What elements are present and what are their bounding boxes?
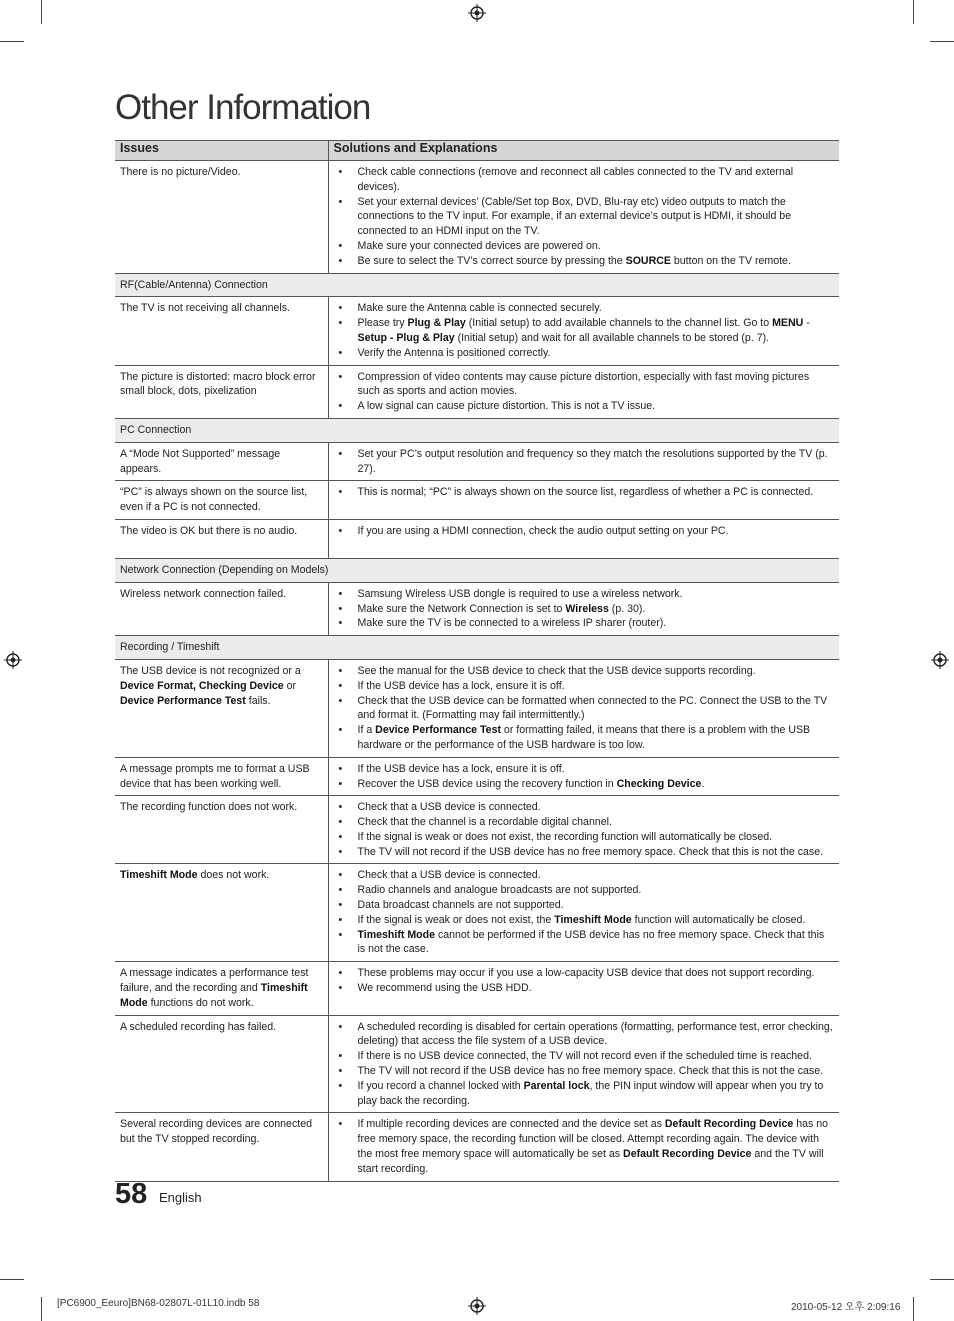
issue-cell (115, 864, 328, 962)
solution-item: • Data broadcast channels are not supported. (337, 898, 834, 913)
bold-term: Wireless (565, 602, 609, 615)
bold-term: Device Performance Test (120, 694, 246, 707)
page-language: English (159, 1190, 202, 1205)
bold-term: Default Recording Device (623, 1148, 752, 1161)
text-segment: fails. (245, 694, 271, 707)
table-row (115, 962, 839, 1015)
header-solutions: Solutions and Explanations (328, 141, 839, 161)
solution-item: • Radio channels and analogue broadcasts are not supported. (337, 883, 834, 898)
issue-cell (115, 962, 328, 1015)
bold-term: Default Recording Device (664, 1118, 794, 1131)
solution-list (337, 485, 834, 500)
bold-term: Device Performance Test (375, 724, 501, 737)
solution-item: • If there is no USB device connected, the TV will not record even if the scheduled time is reached. (337, 1049, 834, 1064)
solution-item: • Check cable connections (remove and reconnect all cables connected to the TV and external devices). (337, 165, 834, 195)
bold-term: Parental lock (523, 1079, 590, 1092)
table-row (115, 481, 839, 520)
footer-date: 2010-05-12 오후 2:09:16 (791, 1302, 901, 1313)
text-segment: or (283, 679, 297, 692)
solution-item: • If the USB device has a lock, ensure it is off. (337, 762, 834, 777)
text-segment: . (701, 777, 705, 790)
solution-item: • If the USB device has a lock, ensure it is off. (337, 679, 834, 694)
solution-item: • Set your external devices’ (Cable/Set top Box, DVD, Blu-ray etc) video outputs to match the connections to the TV input. For example, if an external device’s output is HDMI, it should be connected to an HDMI input on the TV. (337, 195, 834, 239)
page-number: 58 (115, 1178, 148, 1210)
table-row (115, 1113, 839, 1181)
solution-item: • We recommend using the USB HDD. (337, 981, 834, 996)
solution-cell (328, 864, 839, 962)
solution-item: • Verify the Antenna is positioned correctly. (337, 346, 834, 361)
solution-item (337, 777, 834, 792)
solution-list (337, 1020, 834, 1109)
bold-term: SOURCE (625, 254, 671, 267)
text-segment: , the PIN input window will appear when you try to play back the recording. (357, 1079, 824, 1107)
crop-mark (913, 1297, 914, 1321)
section-title: PC Connection (115, 418, 839, 442)
solution-cell (328, 659, 839, 757)
solution-item: • If you are using a HDMI connection, check the audio output setting on your PC. (337, 524, 834, 539)
solution-list (337, 1117, 834, 1176)
issue-cell: A message prompts me to format a USB device that has been working well. (115, 757, 328, 796)
table-row (115, 659, 839, 757)
solution-item: • This is normal; “PC” is always shown on the source list, regardless of whether a PC is connected. (337, 485, 834, 500)
solution-list (337, 165, 834, 269)
bold-term: Timeshift Mode (554, 913, 632, 926)
solution-item (337, 1079, 834, 1109)
solution-item (337, 316, 834, 346)
text-segment: If a (357, 724, 376, 737)
section-title: RF(Cable/Antenna) Connection (115, 273, 839, 297)
solution-item: • Compression of video contents may cause picture distortion, especially with fast moving pictures such as sports and action movies. (337, 370, 834, 400)
solution-item (337, 602, 834, 617)
solution-cell (328, 1015, 839, 1113)
troubleshooting-table (115, 140, 839, 1182)
issue-cell: The video is OK but there is no audio. (115, 519, 328, 558)
header-issues: Issues (115, 141, 328, 161)
text-segment: (Initial setup) and wait for all available channels to be stored (p. 7). (454, 331, 770, 344)
issue-cell: There is no picture/Video. (115, 161, 328, 274)
text-segment: If the signal is weak or does not exist, the (357, 913, 555, 926)
bold-term: MENU (772, 317, 804, 330)
registration-mark-icon (4, 651, 22, 669)
text-segment: function will automatically be closed. (631, 913, 806, 926)
text-segment: (p. 30). (608, 602, 646, 615)
text-segment: If you record a channel locked with (357, 1079, 524, 1092)
table-row (115, 519, 839, 558)
text-segment: Make sure the Network Connection is set to (357, 602, 566, 615)
table-row (115, 757, 839, 796)
text-segment: functions do not work. (147, 996, 254, 1009)
solution-cell (328, 519, 839, 558)
solution-cell (328, 757, 839, 796)
crop-mark (930, 1279, 954, 1280)
solution-cell (328, 442, 839, 481)
solution-item: • Set your PC’s output resolution and frequency so they match the resolutions supported by the TV (p. 27). (337, 447, 834, 477)
issue-cell: The TV is not receiving all channels. (115, 297, 328, 365)
solution-cell (328, 796, 839, 864)
crop-mark (41, 0, 42, 24)
table-row (115, 442, 839, 481)
issue-cell: The picture is distorted: macro block error small block, dots, pixelization (115, 365, 328, 418)
section-row (115, 418, 839, 442)
issue-cell: A “Mode Not Supported” message appears. (115, 442, 328, 481)
table-row (115, 582, 839, 635)
issue-cell: Wireless network connection failed. (115, 582, 328, 635)
section-title: Network Connection (Depending on Models) (115, 558, 839, 582)
solution-item: • A scheduled recording is disabled for certain operations (formatting, performance test, error checking, deleting) that access the file system of a USB device. (337, 1020, 834, 1050)
solution-cell (328, 161, 839, 274)
issue-cell: The recording function does not work. (115, 796, 328, 864)
solution-list (337, 587, 834, 631)
solution-item: • See the manual for the USB device to check that the USB device supports recording. (337, 664, 834, 679)
table-row (115, 161, 839, 274)
crop-mark (0, 41, 24, 42)
text-segment: - (803, 317, 810, 330)
text-segment: Please try (357, 317, 408, 330)
solution-list (337, 664, 834, 753)
text-segment: Be sure to select the TV’s correct source by pressing the (357, 254, 626, 267)
solution-item: • Make sure the TV is be connected to a wireless IP sharer (router). (337, 616, 834, 631)
solution-item (337, 254, 834, 269)
text-segment: does not work. (197, 869, 270, 882)
solution-list (337, 447, 834, 477)
solution-list (337, 301, 834, 360)
solution-item: • Samsung Wireless USB dongle is required to use a wireless network. (337, 587, 834, 602)
registration-mark-icon (468, 1297, 486, 1315)
issue-cell: A scheduled recording has failed. (115, 1015, 328, 1113)
solution-list (337, 370, 834, 414)
text-segment: A message indicates a performance test failure, and the recording and (120, 967, 309, 995)
solution-item: • Check that the USB device can be formatted when connected to the PC. Connect the USB to the TV and format it. (Formatting may fail intermittently.) (337, 694, 834, 724)
solution-item: • Check that the channel is a recordable digital channel. (337, 815, 834, 830)
text-segment: button on the TV remote. (670, 254, 791, 267)
solution-list (337, 762, 834, 792)
text-segment: Recover the USB device using the recovery function in (357, 777, 617, 790)
bold-term: Setup - Plug & Play (357, 331, 455, 344)
solution-list (337, 966, 834, 996)
crop-mark (913, 0, 914, 24)
crop-mark (41, 1297, 42, 1321)
crop-mark (0, 1279, 24, 1280)
bold-term: Timeshift Mode (120, 869, 198, 882)
text-segment: and the TV will start recording. (357, 1148, 824, 1175)
solution-item (337, 723, 834, 753)
bold-term: Timeshift Mode (357, 928, 435, 941)
solution-list (337, 524, 834, 539)
bold-term: Checking Device (616, 777, 702, 790)
section-row (115, 273, 839, 297)
table-row (115, 365, 839, 418)
solution-item: • These problems may occur if you use a low-capacity USB device that does not support recording. (337, 966, 834, 981)
crop-mark (930, 41, 954, 42)
text-segment: or formatting failed, it means that there is a problem with the USB hardware or the performance of the USB hardware is too low. (357, 724, 811, 751)
solution-item: • If the signal is weak or does not exist, the recording function will automatically be closed. (337, 830, 834, 845)
solution-cell (328, 365, 839, 418)
section-row (115, 636, 839, 660)
solution-item (337, 1117, 834, 1176)
solution-item: • Check that a USB device is connected. (337, 868, 834, 883)
table-row (115, 796, 839, 864)
solution-cell (328, 297, 839, 365)
text-segment: (Initial setup) to add available channels to the channel list. Go to (465, 317, 773, 330)
solution-list (337, 800, 834, 859)
table-body (115, 161, 839, 1182)
bold-term: Plug & Play (407, 317, 466, 330)
footer-file-info: [PC6900_Eeuro]BN68-02807L-01L10.indb 58 (57, 1298, 260, 1309)
solution-item: • Make sure your connected devices are powered on. (337, 239, 834, 254)
solution-cell (328, 1113, 839, 1181)
solution-cell (328, 481, 839, 520)
bold-term: Timeshift Mode (120, 982, 308, 1009)
solution-list (337, 868, 834, 957)
solution-cell (328, 582, 839, 635)
solution-item: • A low signal can cause picture distortion. This is not a TV issue. (337, 399, 834, 414)
text-segment: has no free memory space, the recording function will be closed. Attempt recording again. The device with the most free memory space will automatically be set as (357, 1118, 829, 1161)
text-segment: If multiple recording devices are connected and the device set as (357, 1118, 665, 1131)
text-segment: cannot be performed if the USB device has no free memory space. Check that this is not the case. (357, 928, 825, 956)
bold-term: Device Format, Checking Device (120, 679, 284, 692)
table-row (115, 864, 839, 962)
solution-item: • The TV will not record if the USB device has no free memory space. Check that this is not the case. (337, 1064, 834, 1079)
solution-item: • Check that a USB device is connected. (337, 800, 834, 815)
table-row (115, 1015, 839, 1113)
solution-item (337, 913, 834, 928)
section-row (115, 558, 839, 582)
solution-cell (328, 962, 839, 1015)
table-row (115, 297, 839, 365)
registration-mark-icon (468, 4, 486, 22)
registration-mark-icon (931, 651, 949, 669)
solution-item (337, 928, 834, 958)
table-header-row (115, 141, 839, 161)
solution-item: • Make sure the Antenna cable is connected securely. (337, 301, 834, 316)
page-title: Other Information (115, 88, 371, 127)
solution-item: • The TV will not record if the USB device has no free memory space. Check that this is not the case. (337, 845, 834, 860)
issue-cell: Several recording devices are connected but the TV stopped recording. (115, 1113, 328, 1181)
section-title: Recording / Timeshift (115, 636, 839, 660)
issue-cell: “PC” is always shown on the source list, even if a PC is not connected. (115, 481, 328, 520)
text-segment: The USB device is not recognized or a (120, 664, 301, 677)
issue-cell (115, 659, 328, 757)
